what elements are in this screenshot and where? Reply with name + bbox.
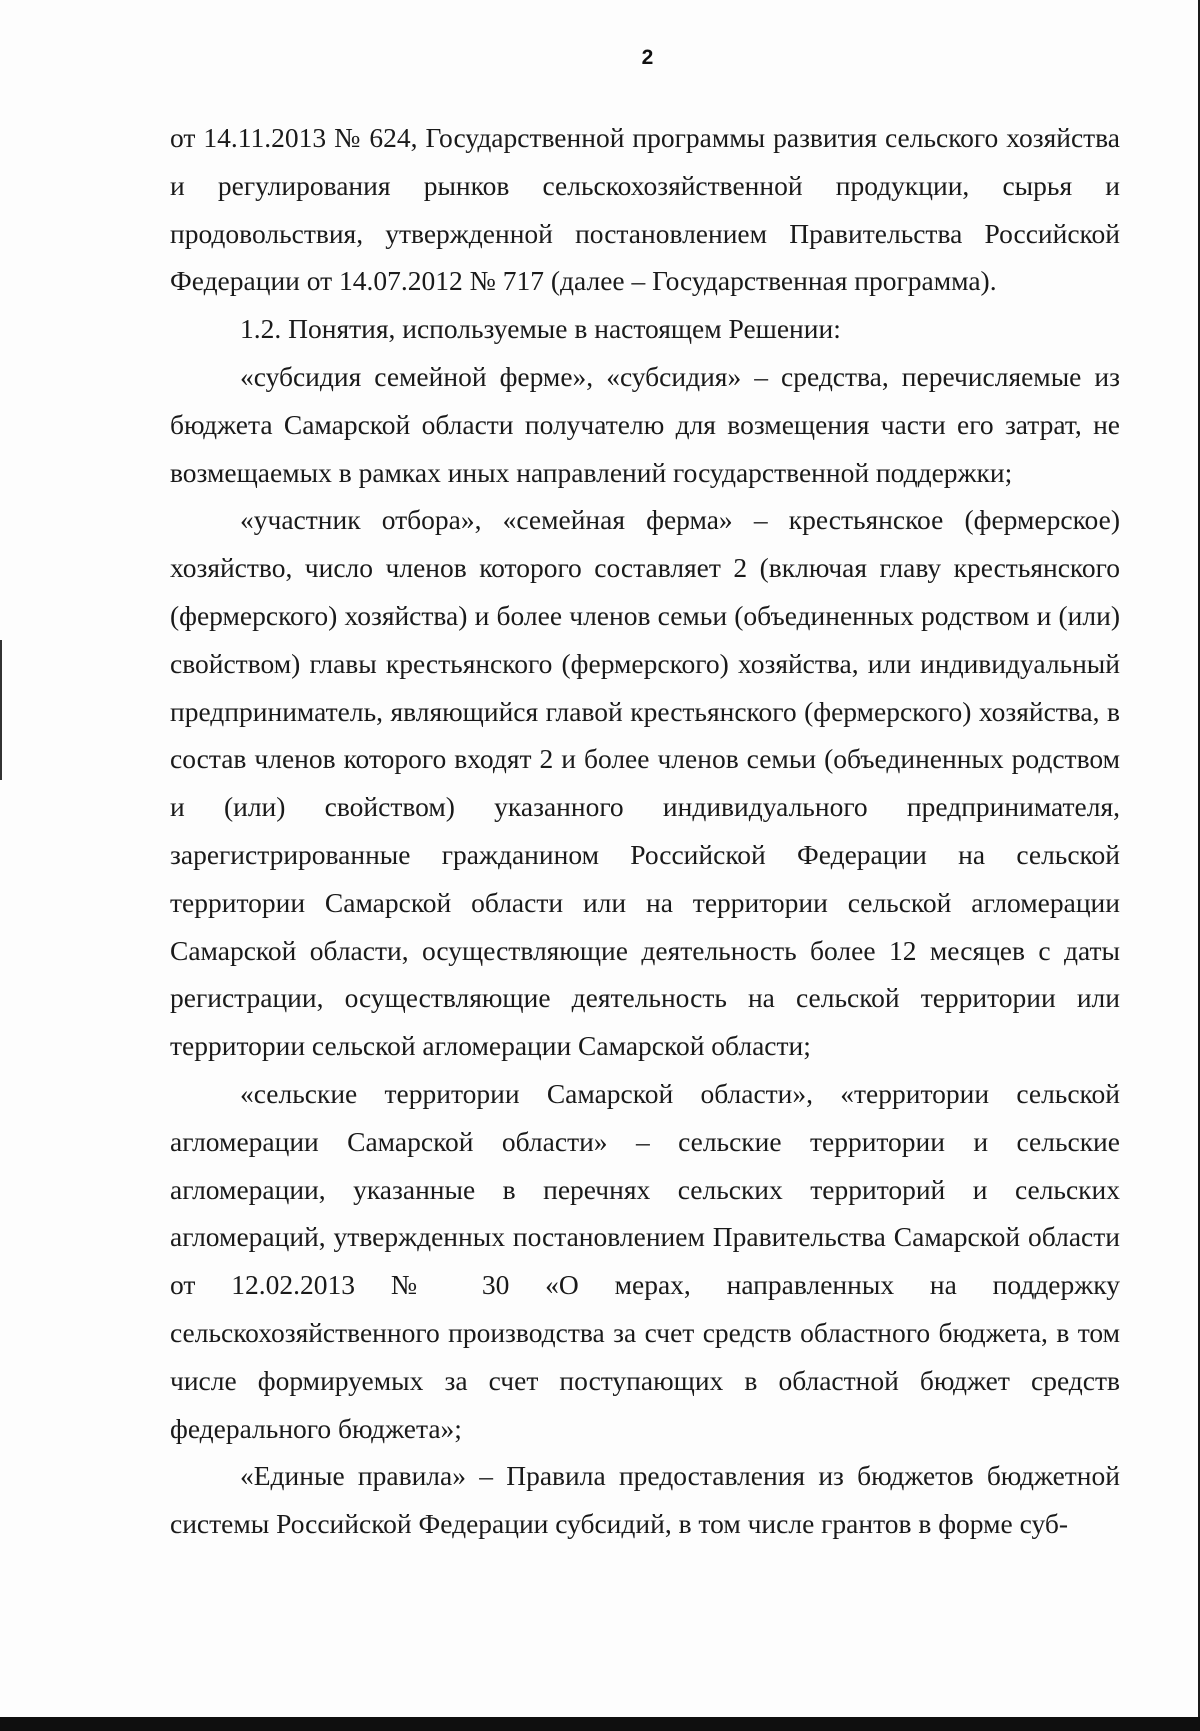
paragraph-definition-territories: «сельские территории Самарской области», «территории сельской агломерации Самарской области» – сельские территории и сельские агломерации, указанные в перечнях сельских территорий и сельских агломераций, утвержденных постановлением Правительства Самарской области от 12.02.2013 № 30 «О мерах, направленных на поддержку сельскохозяйственного производства за счет средств областного бюджета, в том числе формируемых за счет поступающих в областной бюджет средств федерального бюджета»; (170, 1077, 1120, 1444)
paragraph-definition-unified-rules: «Единые правила» – Правила предоставления из бюджетов бюджетной системы Российской Федерации субсидий, в том числе грантов в форме суб- (170, 1460, 1120, 1540)
page-number: 2 (641, 46, 654, 69)
paragraph-definition-subsidy: «субсидия семейной ферме», «субсидия» – средства, перечисляемые из бюджета Самарской области получателю для возмещения части его затрат, не возмещаемых в рамках иных направлений государственной поддержки; (170, 360, 1120, 488)
paragraph-section-1-2: 1.2. Понятия, используемые в настоящем Решении: (240, 313, 841, 345)
scan-border-bottom (0, 1717, 1200, 1731)
scan-border-left (0, 640, 2, 780)
paragraph-continuation: от 14.11.2013 № 624, Государственной программы развития сельского хозяйства и регулирования рынков сельскохозяйственной продукции, сырья и продовольствия, утвержденной постановлением Правительства Российской Федерации от 14.07.2012 № 717 (далее – Государственная программа). (170, 122, 1120, 297)
paragraph-definition-participant: «участник отбора», «семейная ферма» – крестьянское (фермерское) хозяйство, число членов которого составляет 2 (включая главу крестьянского (фермерского) хозяйства) и более членов семьи (объединенных родством и (или) свойством) главы крестьянского (фермерского) хозяйства, или индивидуальный предприниматель, являющийся главой крестьянского (фермерского) хозяйства, в состав членов которого входят 2 и более членов семьи (объединенных родством и (или) свойством) указанного индивидуального предпринимателя, зарегистрированные гражданином Российской Федерации на сельской территории Самарской области или на территории сельской агломерации Самарской области, осуществляющие деятельность более 12 месяцев с даты регистрации, осуществляющие деятельность на сельской территории или территории сельской агломерации Самарской области; (170, 504, 1120, 1062)
document-body (170, 114, 1120, 1548)
